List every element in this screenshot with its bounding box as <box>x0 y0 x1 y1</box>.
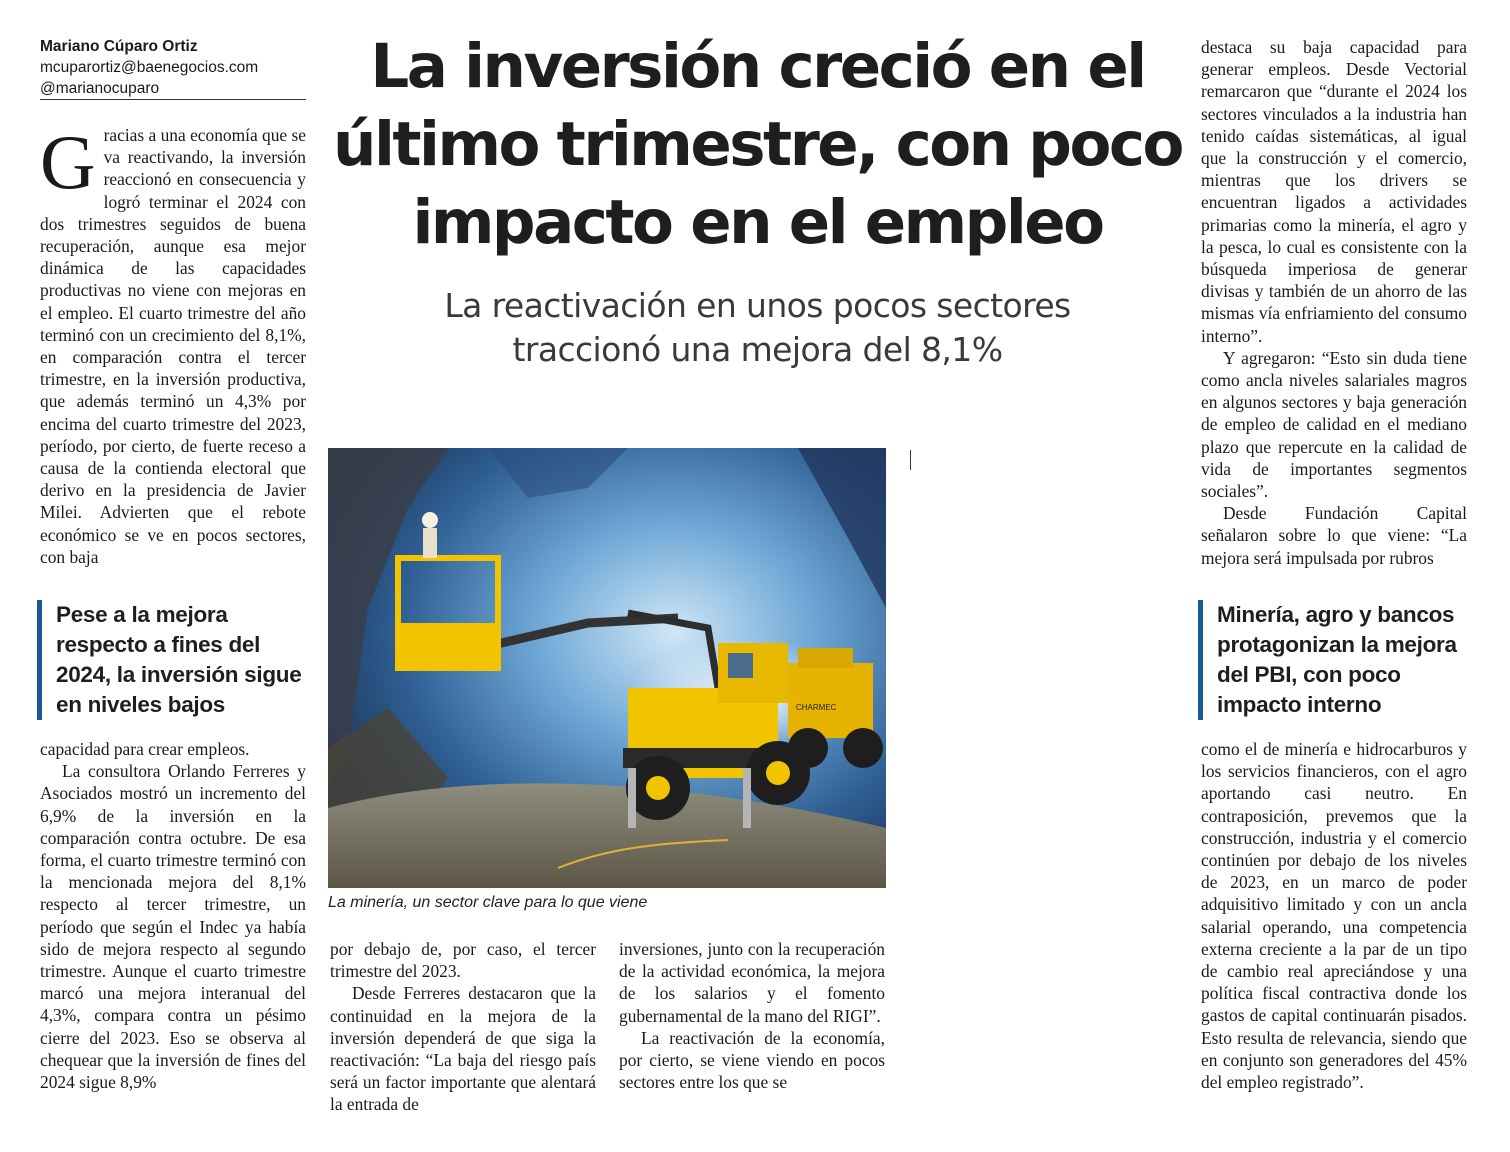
headline-line-1: La inversión creció en el <box>370 31 1145 102</box>
column-marker <box>910 450 911 470</box>
pull-quote-2: Minería, agro y bancos protagonizan la mejora del PBI, con poco impacto interno <box>1198 600 1467 720</box>
column-1-bottom <box>40 738 306 1093</box>
byline <box>40 36 306 99</box>
column-2 <box>330 938 596 1116</box>
column-4-bottom <box>1201 738 1467 1093</box>
intro-paragraph: racias a una economía que se va reactivando, la inversión reaccionó en consecuencia y logró terminar el 2024 con dos trimestres seguidos de buena recuperación, aunque esa mejor dinámica de las capacidades productivas no viene con mejoras en el empleo. El cuarto trimestre del año terminó con un crecimiento del 8,1%, en comparación contra el tercer trimestre, en la inversión productiva, que además terminó un 4,3% por encima del cuarto trimestre del 2023, período, por cierto, de fuerte receso a causa de la contienda electoral que derivo en la presidencia de Javier Milei. Advierten que el rebote económico se ve en pocos sectores, con baja <box>40 125 306 567</box>
paragraph-col3-1: inversiones, junto con la recuperación de la actividad económica, la mejora de los salarios y el fomento gubernamental de la mano del RIGI”. <box>619 939 885 1026</box>
paragraph-vectorial: destaca su baja capacidad para generar empleos. Desde Vectorial remarcaron que “durante el 2024 los sectores vinculados a la industria han tenido caídas sistemáticas, al igual que la construcción y el comercio, mientras que los drivers se encuentran ligados a actividades primarias como la minería, el agro y la pesca, lo cual es consistente con la búsqueda imperiosa de generar divisas y también de un ahorro de las mismas vía enfriamiento del consumo interno”. <box>1201 37 1467 346</box>
paragraph-continuation: capacidad para crear empleos. <box>40 739 250 759</box>
author-email[interactable]: mcuparortiz@baenegocios.com <box>40 59 259 76</box>
mining-photo <box>328 448 886 888</box>
paragraph-agregaron: Y agregaron: “Esto sin duda tiene como ancla niveles salariales magros en algunos sectores y baja generación de empleo de calidad en el mediano plazo que repercute en la calidad de vida de importantes segmentos sociales”. <box>1201 347 1467 502</box>
column-3 <box>619 938 885 1093</box>
machine-label: CHARMEC <box>796 703 837 712</box>
photo-caption: La minería, un sector clave para lo que viene <box>328 894 648 911</box>
headline-line-3: impacto en el empleo <box>412 187 1103 258</box>
paragraph-col2-1: por debajo de, por caso, el tercer trimestre del 2023. <box>330 939 596 982</box>
author-handle[interactable]: @marianocuparo <box>40 80 160 97</box>
column-1-top <box>40 119 306 568</box>
paragraph-col2-2: Desde Ferreres destacaron que la continuidad en la mejora de la inversión dependerá de que siga la reactivación: “La baja del riesgo país será un factor importante que alentará la entrada de <box>330 983 596 1115</box>
author-name: Mariano Cúparo Ortiz <box>40 38 198 55</box>
column-4-top <box>1201 36 1467 569</box>
paragraph-ferreres: La consultora Orlando Ferreres y Asociados mostró un incremento del 6,9% de la inversión en la comparación contra octubre. De esa forma, el cuarto trimestre terminó con la mencionada mejora del 8,1% respecto al tercer trimestre, un período que según el Indec ya había sido de mejora respecto al segundo trimestre. Aunque el cuarto trimestre marcó una mejora interanual del 4,3%, compara contra un pésimo cierre del 2023. Eso se observa al chequear que la inversión de fines del 2024 sigue 8,9% <box>40 761 306 1093</box>
headline-line-2: último trimestre, con poco <box>333 109 1182 180</box>
subheadline-line-1: La reactivación en unos pocos sectores <box>444 286 1071 325</box>
paragraph-col4-cont: como el de minería e hidrocarburos y los servicios financieros, con el agro aportando casi neutro. En contraposición, prevemos que la construcción, industria y el comercio continúen por debajo de los niveles de 2023, en un marco de poder adquisitivo limitado y con un ancla salarial operando, una competencia externa creciente a la par de un tipo de cambio real apreciándose y una política fiscal contractiva donde los gastos de capital continuarán pisados. Esto resulta de relevancia, siendo que en conjunto son generadores del 45% del empleo registrado”. <box>1201 739 1467 1093</box>
drop-cap: G <box>40 119 96 205</box>
subheadline-line-2: traccionó una mejora del 8,1% <box>512 330 1003 369</box>
byline-divider <box>40 99 306 100</box>
paragraph-col3-2: La reactivación de la economía, por cierto, se viene viendo en pocos sectores entre los que se <box>619 1027 885 1093</box>
headline <box>330 28 1185 262</box>
subheadline <box>380 284 1135 372</box>
pull-quote-1: Pese a la mejora respecto a fines del 2024, la inversión sigue en niveles bajos <box>37 600 306 720</box>
paragraph-fundacion-capital: Desde Fundación Capital señalaron sobre lo que viene: “La mejora será impulsada por rubros <box>1201 503 1467 568</box>
